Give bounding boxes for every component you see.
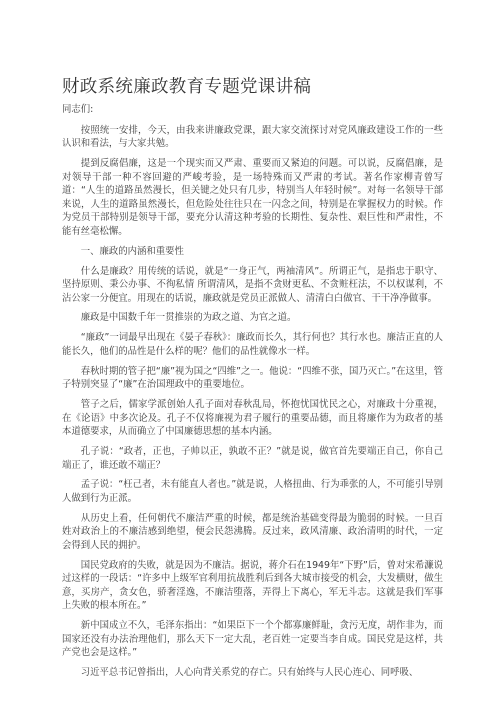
paragraph: 提到反腐倡廉，这是一个现实而又严肃、重要而又紧迫的问题。可以说，反腐倡廉，是对领导干部一种不容回避的严峻考验，是一场特殊而又严肃的考试。著名作家柳青曾写道：“人生的道路虽然漫长，但关键之处只有几步，特别当人年轻时候”。对每一名领导干部来说，人生的道路虽然漫长，但危险处往往只在一闪念之间，特别是在掌握权力的时候。作为党员干部特别是领导干部，要充分认清这种考验的长期性、复杂性、艰巨性和严肃性，不能有丝毫松懈。 <box>62 157 443 237</box>
paragraph: 国民党政府的失败，就是因为不廉洁。据说，蒋介石在1949年“下野”后，曾对宋希濂说过这样的一段话：“许多中上级军官利用抗战胜利后到各大城市接受的机会，大发横财，做生意，买房产，贪女色，骄奢淫逸，不廉洁堕落，弄得上下离心，军无斗志。这就是我们军事上失败的根本所在。” <box>62 559 443 612</box>
paragraph: 习近平总书记曾指出，人心向背关系党的存亡。只有始终与人民心连心、同呼吸、 <box>80 667 419 679</box>
document-title: 财政系统廉政教育专题党课讲稿 <box>62 77 312 97</box>
paragraph: 什么是廉政？用传统的话说，就是“一身正气，两袖清风”。所谓正气，是指忠于职守、坚持原则、秉公办事、不徇私情 所谓清风，是指不贪财更私、不贪赃枉法，不以权谋利，不沾公家一分便宜。用现在的话说，廉政就是党员正派做人、清清白白做官、干干净净做事。 <box>62 265 443 304</box>
paragraph: 孔子说：“政者，正也，子帅以正，孰敢不正？”就是说，做官首先要端正自己，你自己端正了，谁还敢不端正？ <box>62 445 443 471</box>
paragraph: 按照统一安排，今天，由我来讲廉政党课，跟大家交流探讨对党风廉政建设工作的一些认识和看法，与大家共勉。 <box>62 124 443 150</box>
paragraph: 廉政是中国数千年一贯推崇的为政之道、为官之道。 <box>80 312 297 324</box>
greeting: 同志们: <box>62 104 94 115</box>
paragraph: 新中国成立不久，毛泽东指出：“如果臣下一个个都寡廉鲜耻，贪污无度，胡作非为，而国家还没有办法治理他们，那么天下一定大乱，老百姓一定要当李自成。国民党是这样，共产党也会是这样。” <box>62 620 443 659</box>
paragraph: 春秋时期的管子把“廉”视为国之“四维”之一。他说：“四维不张，国乃灭亡。”在这里，管子特别突显了“廉”在治国理政中的重要地位。 <box>62 365 443 391</box>
paragraph: 孟子说：“枉己者，未有能直人者也。”就是说，人格扭曲、行为乖张的人，不可能引导别人做到行为正派。 <box>62 479 443 504</box>
section-heading: 一、廉政的内涵和重要性 <box>80 245 184 257</box>
document-body <box>62 103 443 686</box>
paragraph: 管子之后，儒家学派创始人孔子面对春秋乱局，怀抱忧国忧民之心，对廉政十分重视，在《论语》中多次论及。孔子不仅将廉视为君子履行的重要品德，而且将廉作为为政者的基本道德要求，从而确立了中国廉德思想的基本内涵。 <box>62 399 443 438</box>
paragraph: 从历史上看，任何朝代不廉洁严重的时候，都是统治基础变得最为脆弱的时候。一旦百姓对政治上的不廉洁感到绝望，便会民怨沸腾。反过来，政风清廉、政治清明的时代，一定会得到人民的拥护。 <box>62 512 443 551</box>
paragraph: “廉政”一词最早出现在《晏子春秋》：廉政而长久，其行何也？其行水也。廉洁正直的人能长久，他们的品性是什么样的呢？他们的品性就像水一样。 <box>62 332 443 357</box>
